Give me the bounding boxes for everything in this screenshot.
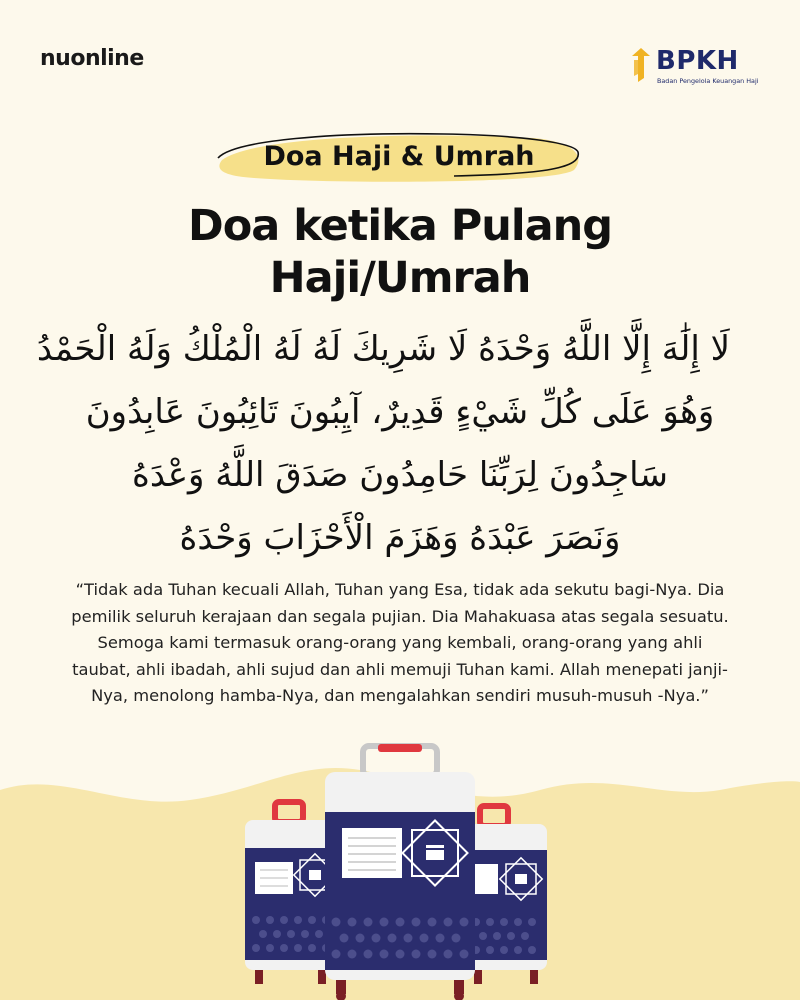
- header: [0, 0, 800, 110]
- center-suitcase: [325, 744, 475, 1000]
- nu-online-logo: nuonline: [40, 46, 144, 71]
- luggage-illustration: [0, 730, 800, 1000]
- arabic-line-4: وَنَصَرَ عَبْدَهُ وَهَزَمَ الْأَحْزَابَ وَحْدَهُ: [179, 518, 621, 558]
- category-label: Doa Haji & Umrah: [263, 140, 535, 172]
- title-line-2: Haji/Umrah: [269, 253, 531, 303]
- arabic-line-1: لَا إِلَٰهَ إِلَّا اللَّهُ وَحْدَهُ لَا شَرِيكَ لَهُ لَهُ الْمُلْكُ وَلَهُ الْحَمْدُ: [36, 329, 730, 369]
- category-badge: [214, 128, 584, 184]
- arabic-line-2: وَهُوَ عَلَى كُلِّ شَيْءٍ قَدِيرٌ، آيِبُونَ تَائِبُونَ عَابِدُونَ: [85, 392, 715, 432]
- bpkh-name: BPKH: [656, 46, 739, 76]
- right-suitcase: [465, 806, 547, 984]
- arabic-line-3: سَاجِدُونَ لِرَبِّنَا حَامِدُونَ صَدَقَ اللَّهُ وَعْدَهُ: [132, 455, 668, 495]
- page-title: [60, 200, 740, 304]
- left-suitcase: [245, 802, 336, 984]
- translation-text: “Tidak ada Tuhan kecuali Allah, Tuhan yang Esa, tidak ada sekutu bagi-Nya. Dia pemilik seluruh kerajaan dan segala pujian. Dia Mahakuasa atas segala sesuatu. Semoga kami termasuk orang-orang yang kembali, orang-orang yang ahli taubat, ahli ibadah, ahli sujud dan ahli memuji Tuhan kami. Allah menepati janji-Nya, menolong hamba-Nya, dan mengalahkan sendiri musuh-musuh -Nya.”: [71, 580, 729, 705]
- bpkh-emblem-icon: [630, 48, 652, 82]
- bpkh-logo: [630, 44, 760, 90]
- arabic-prayer: [36, 318, 730, 570]
- title-line-1: Doa ketika Pulang: [188, 201, 612, 251]
- bpkh-subtitle: Badan Pengelola Keuangan Haji: [657, 77, 759, 85]
